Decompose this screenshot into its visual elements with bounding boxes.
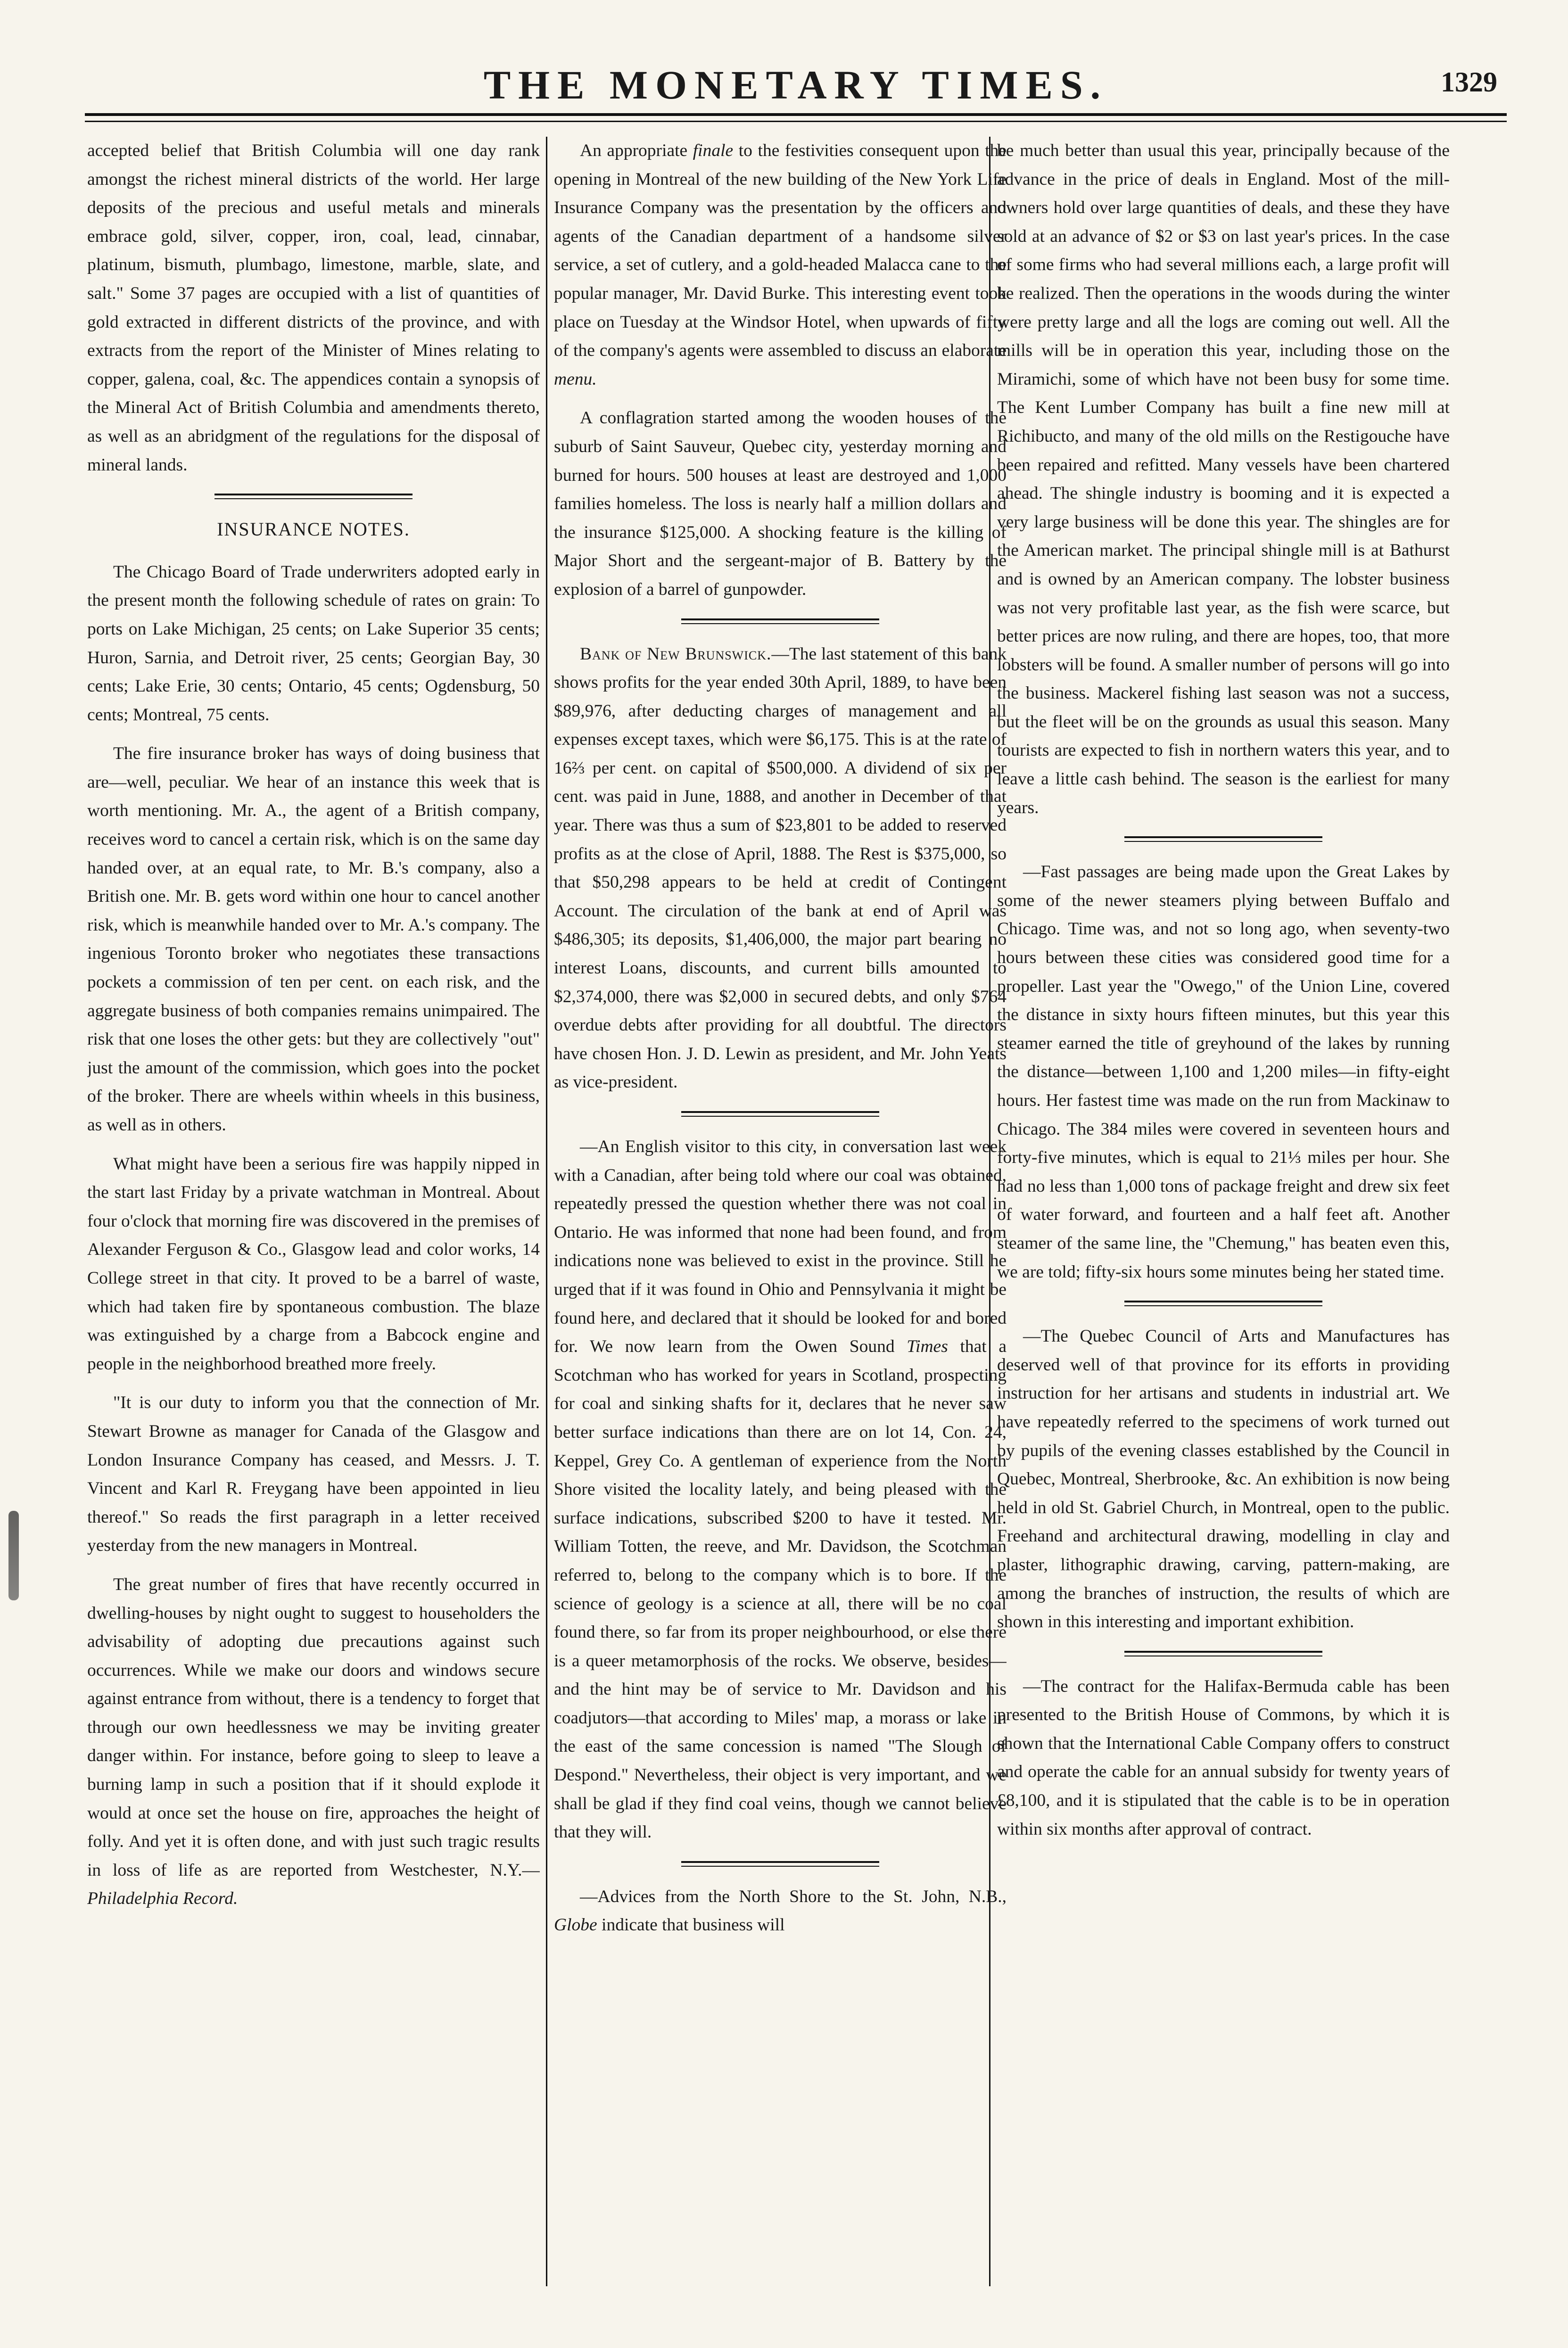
italic-word: Times <box>907 1337 948 1357</box>
italic-word: menu. <box>554 369 597 389</box>
page-number: 1329 <box>1441 66 1497 98</box>
separator-rule <box>1124 1301 1322 1306</box>
paragraph-text: The great number of fires that have recently occurred in dwelling-houses by night ought to suggest to householders the advisability of adopting due precautions against such occurrences. While we make our doors and windows secure against entrance from without, there is a tendency to forget that through our own heedlessness we may be inviting greater danger within. For instance, before going to sleep to leave a burning lamp in such a position that if it should explode it would at once set the house on fire, approaches the height of folly. And yet it is often done, and with just such tragic results in loss of life as are reported from Westchester, N.Y.— <box>87 1574 540 1880</box>
paragraph-text: to the festivities consequent upon the opening in Montreal of the new building of the New York Life Insurance Company was the presentation by the officers and agents of the Canadian department of a handsome silver service, a set of cutlery, and a gold-headed Malacca cane to the popular manager, Mr. David Burke. This interesting event took place on Tuesday at the Windsor Hotel, when upwards of fifty of the company's agents were assembled to discuss an elaborate <box>554 141 1007 361</box>
article-paragraph: A conflagration started among the wooden houses of the suburb of Saint Sauveur, Quebec city, yesterday morning and burned for hours. 500 houses at least are destroyed and 1,000 families homeless. The loss is nearly half a million dollars and the insurance $125,000. A shocking feature is the killing of Major Short and the sergeant-major of B. Battery by the explosion of a barrel of gunpowder. <box>554 408 1007 599</box>
paragraph-text: —The last statement of this bank shows profits for the year ended 30th April, 1889, to have been $89,976, after deducting charges of management and all expenses except taxes, which were $6,175. This is at the rate of 16⅔ per cent. on capital of $500,000. A dividend of six per cent. was paid in June, 1888, and another in December of that year. There was thus a sum of $23,801 to be added to reserved profits as at the close of April, 1888. The Rest is $375,000, so that $50,298 appears to be held at credit of Contingent Account. The circulation of the bank at end of April was $486,305; its deposits, $1,406,000, the major part bearing no interest Loans, discounts, and current bills amounted to $2,374,000, there was $2,000 in secured debts, and only $764 overdue debts after providing for all doubtful. The directors have chosen Hon. J. D. Lewin as president, and Mr. John Yeats as vice-president. <box>554 644 1007 1092</box>
separator-rule <box>1124 836 1322 842</box>
column-divider <box>546 137 547 2286</box>
header-rule-thin <box>85 121 1507 122</box>
article-paragraph: —The contract for the Halifax-Bermuda cable has been presented to the British House of Commons, by which it is shown that the International Cable Company offers to construct and operate the cable for an annual subsidy for twenty years of £8,100, and it is stipulated that the cable is to be in operation within six months after approval of contract. <box>997 1676 1450 1839</box>
article-paragraph: What might have been a serious fire was happily nipped in the start last Friday by a private watchman in Montreal. About four o'clock that morning fire was discovered in the premises of Alexander Ferguson & Co., Glasgow lead and color works, 14 College street in that city. It proved to be a barrel of waste, which had taken fire by spontaneous combustion. The blaze was extinguished by a charge from a Babcock engine and people in the neighborhood breathed more freely. <box>87 1154 540 1374</box>
article-title: Bank of New Brunswick. <box>580 644 772 664</box>
article-paragraph: The Chicago Board of Trade underwriters adopted early in the present month the following schedule of rates on grain: To ports on Lake Michigan, 25 cents; on Lake Superior 35 cents; Huron, Sarnia, and Detroit river, 25 cents; Georgian Bay, 30 cents; Lake Erie, 30 cents; Ontario, 45 cents; Ogdensburg, 50 cents; Montreal, 75 cents. <box>87 562 540 725</box>
separator-rule <box>215 494 413 499</box>
article-paragraph: be much better than usual this year, principally because of the advance in the price of deals in England. Most of the mill-owners hold over large quantities of deals, and these they have sold at an advance of $2 or $3 on last year's prices. In the case of some firms who had several millions each, a large profit will be realized. Then the operations in the woods during the winter were pretty large and all the logs are coming out well. All the mills will be in operation this year, including those on the Miramichi, some of which have not been busy for some time. The Kent Lumber Company has built a fine new mill at Richibucto, and many of the old mills on the Restigouche have been repaired and refitted. Many vessels have been chartered ahead. The shingle industry is booming and it is expected a very large business will be done this year. The shingles are for the American market. The principal shingle mill is at Bathurst and is owned by an American company. The lobster business was not very profitable last year, as the fish were scarce, but better prices are now ruling, and there are hopes, too, that more lobsters will be found. A smaller number of persons will go into the business. Mackerel fishing last season was not a success, but the fleet will be on the grounds as usual this season. Many tourists are expected to fish in northern waters this year, and to leave a little cash behind. The season is the earliest for many years. <box>997 141 1450 817</box>
paragraph-text: —An English visitor to this city, in conversation last week with a Canadian, after being told where our coal was obtained, repeatedly pressed the question whether there was not coal in Ontario. He was informed that none had been found, and from indications none was believed to exist in the province. Still he urged that if it was found in Ohio and Pennsylvania it might be found here, and declared that it should be looked for and bored for. We now learn from the Owen Sound <box>554 1137 1007 1357</box>
paragraph-text: An appropriate <box>580 141 693 160</box>
paragraph-text: that a Scotchman who has worked for years in Scotland, prospecting for coal and sinking shafts for it, declares that he never saw better surface indications than there are on lot 14, Con. 24, Keppel, Grey Co. A gentleman of experience from the North Shore visited the locality lately, and being pleased with the surface indications, subscribed $200 to have it tested. Mr. William Totten, the reeve, and Mr. Davidson, the Scotchman referred to, belong to the company which is to bore. If the science of geology is a science at all, there will be no coal found there, so far from its proper neighbourhood, or else there is a queer metamorphosis of the rocks. We observe, besides—and the hint may be of service to Mr. Davidson and his coadjutors—that according to Miles' map, a morass or lake in the east of the same concession is named "The Slough of Despond." Nevertheless, their object is very important, and we shall be glad if they find coal veins, though we cannot believe that they will. <box>554 1337 1007 1842</box>
column-1 <box>87 137 540 2286</box>
article-paragraph <box>554 137 1007 394</box>
separator-rule <box>681 1861 879 1867</box>
italic-word: Globe <box>554 1915 597 1935</box>
source-credit: Philadelphia Record. <box>87 1889 238 1909</box>
separator-rule <box>681 1111 879 1117</box>
page-edge-mark <box>8 1511 19 1600</box>
separator-rule <box>1124 1651 1322 1656</box>
article-paragraph <box>554 640 1007 1097</box>
article-paragraph: accepted belief that British Columbia will one day rank amongst the richest mineral districts of the world. Her large deposits of the precious and useful metals and minerals embrace gold, silver, copper, iron, coal, lead, cinnabar, platinum, bismuth, plumbago, limestone, marble, slate, and salt." Some 37 pages are occupied with a list of quantities of gold extracted in different districts of the province, and with extracts from the report of the Minister of Mines relating to copper, galena, coal, &c. The appendices contain a synopsis of the Mineral Act of British Columbia and amendments thereto, as well as an abridgment of the regulations for the disposal of mineral lands. <box>87 141 540 475</box>
newspaper-title: THE MONETARY TIMES. <box>483 62 1108 107</box>
column-2 <box>554 137 1007 2286</box>
article-paragraph: —The Quebec Council of Arts and Manufactures has deserved well of that province for its efforts in providing instruction for her artisans and students in industrial art. We have repeatedly referred to the specimens of work turned out by pupils of the evening classes established by the Council in Quebec, Montreal, Sherbrooke, &c. An exhibition is now being held in old St. Gabriel Church, in Montreal, open to the public. Freehand and architectural drawing, modelling in clay and plaster, lithographic drawing, carving, pattern-making, are among the branches of instruction, the results of which are shown in this interesting and important exhibition. <box>997 1326 1450 1632</box>
masthead <box>85 52 1507 108</box>
article-paragraph: The fire insurance broker has ways of doing business that are—well, peculiar. We hear of an instance this week that is worth mentioning. Mr. A., the agent of a British company, receives word to cancel a certain risk, which is on the same day handed over, at an equal rate, to Mr. B.'s company, also a British one. Mr. B. gets word within one hour to cancel another risk, which is meanwhile handed over to Mr. A.'s company. The ingenious Toronto broker who negotiates these transactions pockets a commission of ten per cent. on each risk, and the aggregate business of both companies remains unimpaired. The risk that one loses the other gets: but they are collectively "out" just the amount of the commission, which goes into the pocket of the broker. There are wheels within wheels in this business, as well as in others. <box>87 744 540 1135</box>
column-3 <box>997 137 1450 2286</box>
section-heading: INSURANCE NOTES. <box>217 519 410 540</box>
article-paragraph <box>554 1883 1007 1940</box>
article-paragraph: "It is our duty to inform you that the connection of Mr. Stewart Browne as manager for Canada of the Glasgow and London Insurance Company has ceased, and Messrs. J. T. Vincent and Karl R. Freygang have been appointed in lieu thereof." So reads the first paragraph in a letter received yesterday from the new managers in Montreal. <box>87 1393 540 1556</box>
paragraph-text: indicate that business will <box>597 1915 785 1935</box>
article-paragraph <box>87 1571 540 1913</box>
separator-rule <box>681 618 879 624</box>
article-paragraph <box>554 1133 1007 1847</box>
header-rule <box>85 113 1507 116</box>
paragraph-text: —Advices from the North Shore to the St. John, N.B., <box>580 1887 1007 1906</box>
article-paragraph: —Fast passages are being made upon the Great Lakes by some of the newer steamers plying between Buffalo and Chicago. Time was, and not so long ago, when seventy-two hours between these cities was considered good time for a propeller. Last year the "Owego," of the Union Line, covered the distance in sixty hours fifteen minutes, but this year this steamer earned the title of greyhound of the lakes by running the distance—between 1,100 and 1,200 miles—in fifty-eight hours. Her fastest time was made on the run from Mackinaw to Chicago. The 384 miles were covered in seventeen hours and forty-five minutes, which is equal to 21⅓ miles per hour. She had no less than 1,000 tons of package freight and drew six feet of water forward, and fourteen and a half feet aft. Another steamer of the same line, the "Chemung," has beaten even this, we are told; fifty-six hours some minutes being her stated time. <box>997 862 1450 1282</box>
italic-word: finale <box>693 141 734 160</box>
